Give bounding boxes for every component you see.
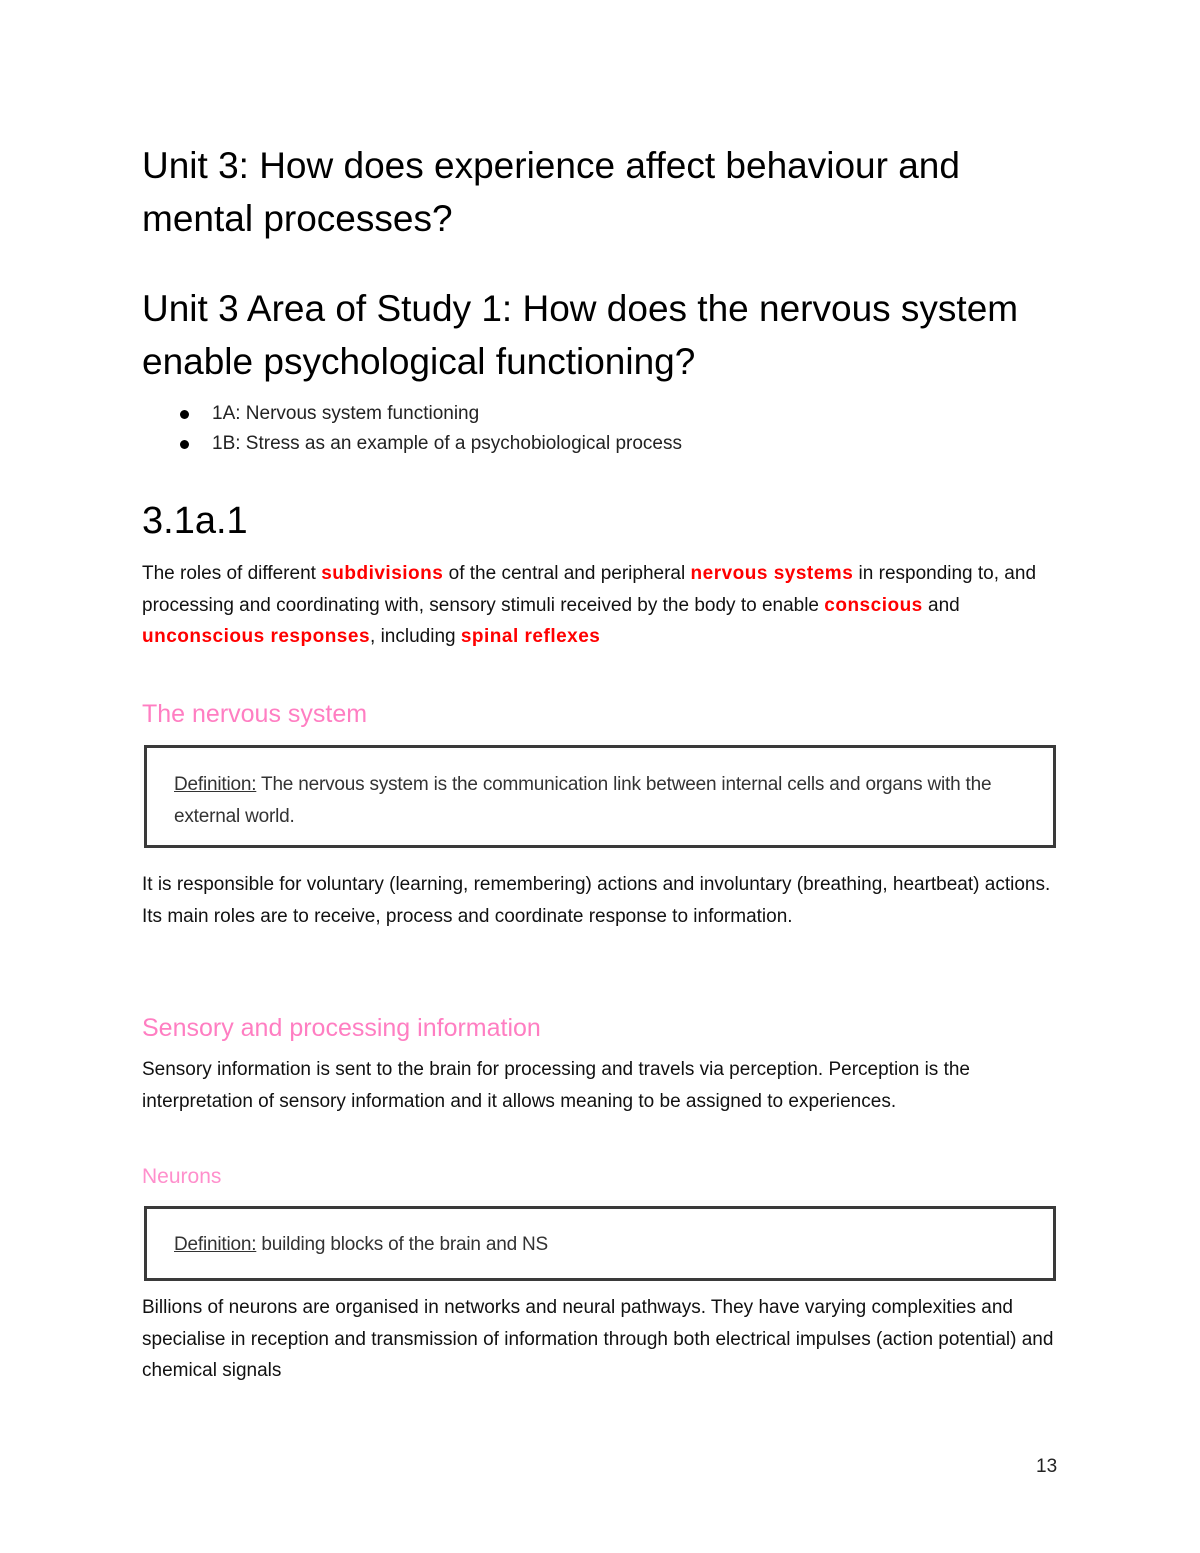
keyword-subdivisions: subdivisions	[321, 563, 444, 584]
keyword-conscious: conscious	[824, 594, 923, 616]
keyword-nervous-systems: nervous systems	[690, 563, 854, 584]
outline-list	[178, 399, 682, 459]
key-knowledge-dotpoint	[142, 558, 1072, 653]
definition-label: Definition:	[174, 774, 257, 795]
heading-nervous-system: The nervous system	[142, 700, 368, 728]
paragraph-nervous-system: It is responsible for voluntary (learning, remembering) actions and involuntary (breathing, heartbeat) actions. Its main roles are to receive, process and coordinate response to information.	[142, 874, 1051, 927]
bullet-icon	[180, 410, 189, 419]
definition-box-neurons	[144, 1206, 1056, 1281]
paragraph-neurons: Billions of neurons are organised in networks and neural pathways. They have varying complexities and specialise in reception and transmission of information through both electrical impulses (action potential) and chemical signals	[142, 1297, 1054, 1381]
definition-body: The nervous system is the communication link between internal cells and organs with the external world.	[174, 774, 992, 827]
area-of-study-title: Unit 3 Area of Study 1: How does the nervous system enable psychological functioning?	[142, 288, 1019, 382]
definition-box-nervous-system	[144, 745, 1056, 848]
outline-item	[178, 429, 682, 459]
definition-label: Definition:	[174, 1234, 257, 1255]
bullet-icon	[180, 440, 189, 449]
unit-title: Unit 3: How does experience affect behaviour and mental processes?	[142, 145, 960, 239]
keyword-spinal-reflexes: spinal reflexes	[460, 626, 601, 647]
keyword-unconscious-responses: unconscious responses	[142, 626, 371, 647]
text-run: in responding to, and processing and coordinating with, sensory stimuli received by the body to enable	[142, 563, 1037, 616]
text-run: of the central and peripheral	[443, 563, 691, 584]
page-number: 13	[1036, 1456, 1058, 1477]
text-run: and	[922, 594, 960, 616]
heading-neurons: Neurons	[142, 1165, 222, 1188]
section-code: 3.1a.1	[142, 500, 248, 542]
outline-item	[178, 399, 682, 429]
definition-body: building blocks of the brain and NS	[256, 1234, 549, 1255]
outline-item-label: 1A: Nervous system functioning	[212, 403, 480, 424]
outline-item-label: 1B: Stress as an example of a psychobiological process	[212, 433, 682, 454]
text-run: The roles of different	[142, 563, 322, 584]
heading-sensory-processing: Sensory and processing information	[142, 1014, 541, 1042]
definition-text	[174, 1229, 1024, 1261]
paragraph-sensory: Sensory information is sent to the brain for processing and travels via perception. Perception is the interpretation of sensory information and it allows meaning to be assigned to experiences.	[142, 1059, 970, 1112]
definition-text	[174, 769, 1024, 833]
text-run: , including	[370, 626, 461, 647]
